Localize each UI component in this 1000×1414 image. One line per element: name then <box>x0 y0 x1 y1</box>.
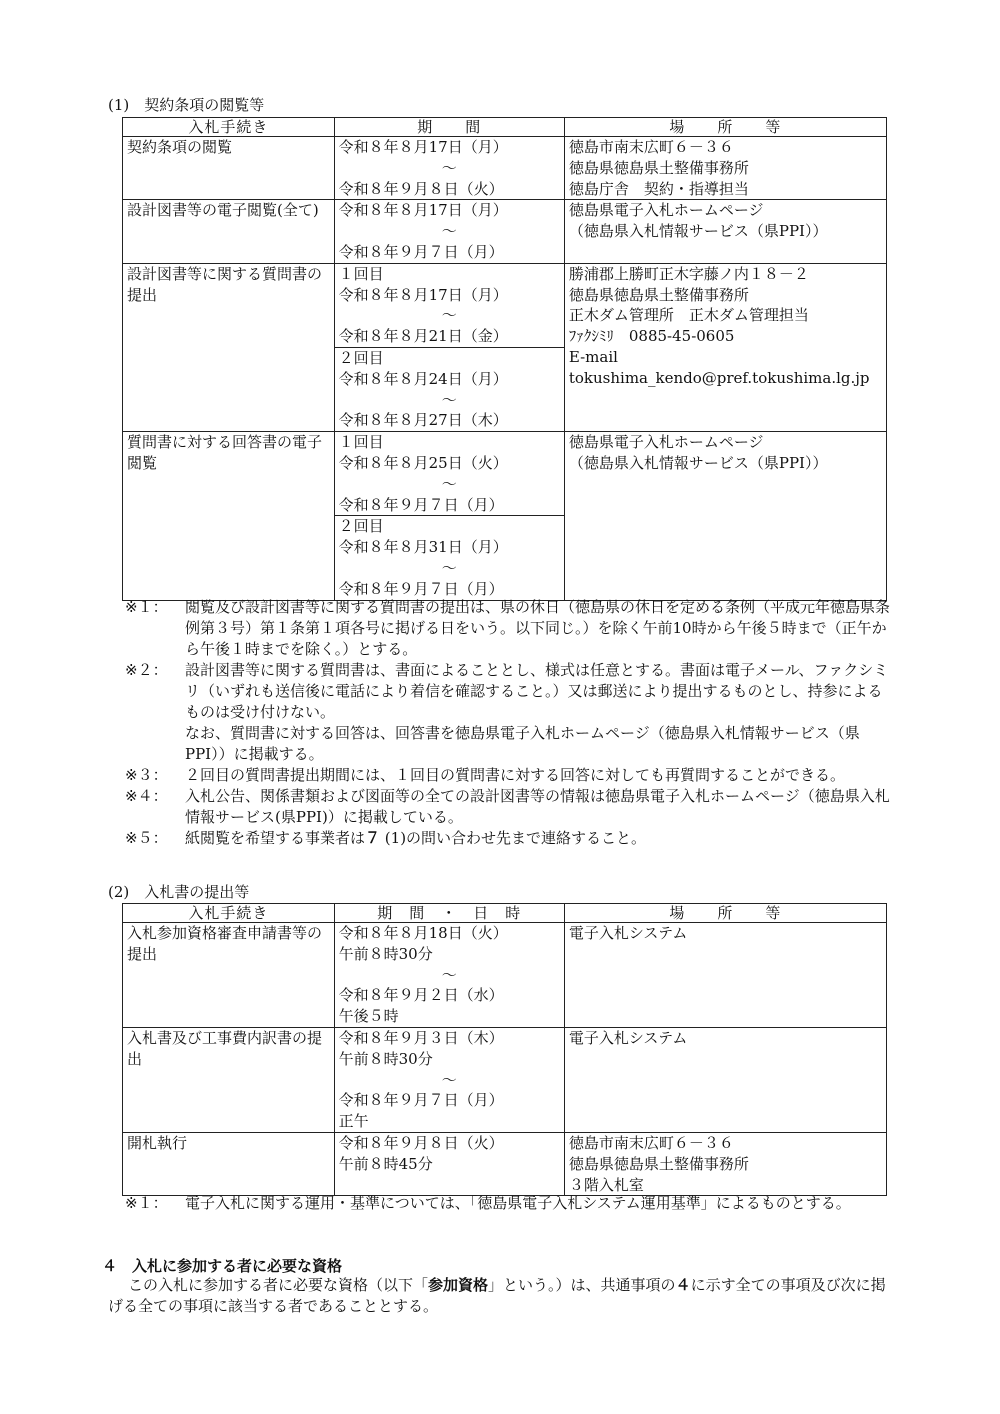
header-place: 場 所 等 <box>564 904 886 923</box>
period-cell: 令和８年９月３日（木） 午前８時30分 〜 令和８年９月７日（月） 正午 <box>334 1027 564 1132</box>
contract-inspection-table <box>122 117 887 601</box>
place-cell: 電子入札システム <box>564 923 886 1028</box>
table-row <box>123 1132 887 1195</box>
section-2-notes <box>125 1193 895 1214</box>
place-cell: 徳島県電子入札ホームページ （徳島県入札情報サービス（県PPI）） <box>564 200 886 263</box>
place-cell: 勝浦郡上勝町正木字藤ノ内１８－２ 徳島県徳島県土整備事務所 正木ダム管理所 正木ダム管理担当 ﾌｧｸｼﾐﾘ 0885-45-0605 E-mail tokushima_kendo@pref.tokushima.lg.jp <box>564 263 886 431</box>
procedure-cell: 契約条項の閲覧 <box>123 137 335 200</box>
bid-submission-table <box>122 903 887 1196</box>
section-4-heading: ４ 入札に参加する者に必要な資格 <box>102 1257 343 1275</box>
place-cell: 徳島県電子入札ホームページ （徳島県入札情報サービス（県PPI）） <box>564 432 886 600</box>
header-procedure: 入札手続き <box>123 904 335 923</box>
defined-term: 参加資格 <box>428 1276 489 1294</box>
section-reference: ７ <box>365 829 381 847</box>
note-item: ※４： 入札公告、関係書類および図面等の全ての設計図書等の情報は徳島県電子入札ホームページ（徳島県入札情報サービス(県PPI)）に掲載している。 <box>125 787 890 826</box>
email-address: tokushima_kendo@pref.tokushima.lg.jp <box>568 368 870 387</box>
period-cell: １回目 令和８年８月25日（火） 〜 令和８年９月７日（月） ２回目 令和８年８月31日（月） 〜 令和８年９月７日（月） <box>334 432 564 600</box>
section-2-title: (2) 入札書の提出等 <box>108 883 250 901</box>
table-row <box>123 263 887 431</box>
table-row <box>123 432 887 600</box>
procedure-cell: 入札書及び工事費内訳書の提出 <box>123 1027 335 1132</box>
place-cell: 徳島市南末広町６－３６ 徳島県徳島県土整備事務所 ３階入札室 <box>564 1132 886 1195</box>
period-cell: 令和８年８月18日（火） 午前８時30分 〜 令和８年９月２日（水） 午後５時 <box>334 923 564 1028</box>
note-item: ※５： 紙閲覧を希望する事業者は７ (1)の問い合わせ先まで連絡すること。 <box>125 829 647 847</box>
header-period: 期 間 ・ 日 時 <box>334 904 564 923</box>
header-place: 場 所 等 <box>564 118 886 137</box>
procedure-cell: 設計図書等の電子閲覧(全て) <box>123 200 335 263</box>
period-cell: １回目 令和８年８月17日（月） 〜 令和８年８月21日（金） ２回目 令和８年８月24日（月） 〜 令和８年８月27日（木） <box>334 263 564 431</box>
procedure-cell: 質問書に対する回答書の電子閲覧 <box>123 432 335 600</box>
period-cell: 令和８年９月８日（火） 午前８時45分 <box>334 1132 564 1195</box>
period-subcell: ２回目 令和８年８月24日（月） 〜 令和８年８月27日（木） <box>335 347 564 431</box>
note-item: ※１： 電子入札に関する運用・基準については、「徳島県電子入札システム運用基準」によるものとする。 <box>125 1194 851 1212</box>
header-procedure: 入札手続き <box>123 118 335 137</box>
section-1-title: (1) 契約条項の閲覧等 <box>108 96 265 114</box>
note-item: ※１： 閲覧及び設計図書等に関する質問書の提出は、県の休日（徳島県の休日を定める条例（平成元年徳島県条例第３号）第１条第１項各号に掲げる日をいう。以下同じ。）を除く午前10時から午後５時まで（正午から午後１時までを除く。）とする。 <box>125 598 891 658</box>
section-4-paragraph: この入札に参加する者に必要な資格（以下「参加資格」という。）は、共通事項の４に示す全ての事項及び次に掲げる全ての事項に該当する者であることとする。 <box>108 1276 886 1315</box>
table-row <box>123 1027 887 1132</box>
table-row <box>123 923 887 1028</box>
place-cell: 徳島市南末広町６－３６ 徳島県徳島県土整備事務所 徳島庁舎 契約・指導担当 <box>564 137 886 200</box>
period-subcell: ２回目 令和８年８月31日（月） 〜 令和８年９月７日（月） <box>335 515 564 599</box>
section-1-notes <box>125 597 895 849</box>
period-cell: 令和８年８月17日（月） 〜 令和８年９月７日（月） <box>334 200 564 263</box>
procedure-cell: 入札参加資格審査申請書等の提出 <box>123 923 335 1028</box>
note-item: ※２： 設計図書等に関する質問書は、書面によることとし、様式は任意とする。書面は電子メール、ファクシミリ（いずれも送信後に電話により着信を確認すること。）又は郵送により提出するものとし、持参によるものは受け付けない。 なお、質問書に対する回答は、回答書を徳島県電子入札ホームページ（徳島県入札情報サービス（県PPI））に掲載する。 <box>125 661 889 763</box>
place-cell: 電子入札システム <box>564 1027 886 1132</box>
table-row <box>123 200 887 263</box>
header-period: 期 間 <box>334 118 564 137</box>
note-item: ※３： ２回目の質問書提出期間には、１回目の質問書に対する回答に対しても再質問することができる。 <box>125 766 846 784</box>
procedure-cell: 開札執行 <box>123 1132 335 1195</box>
table-row <box>123 137 887 200</box>
section-reference: ４ <box>675 1276 691 1294</box>
procedure-cell: 設計図書等に関する質問書の提出 <box>123 263 335 431</box>
table-header-row <box>123 904 887 923</box>
period-cell: 令和８年８月17日（月） 〜 令和８年９月８日（火） <box>334 137 564 200</box>
table-header-row <box>123 118 887 137</box>
